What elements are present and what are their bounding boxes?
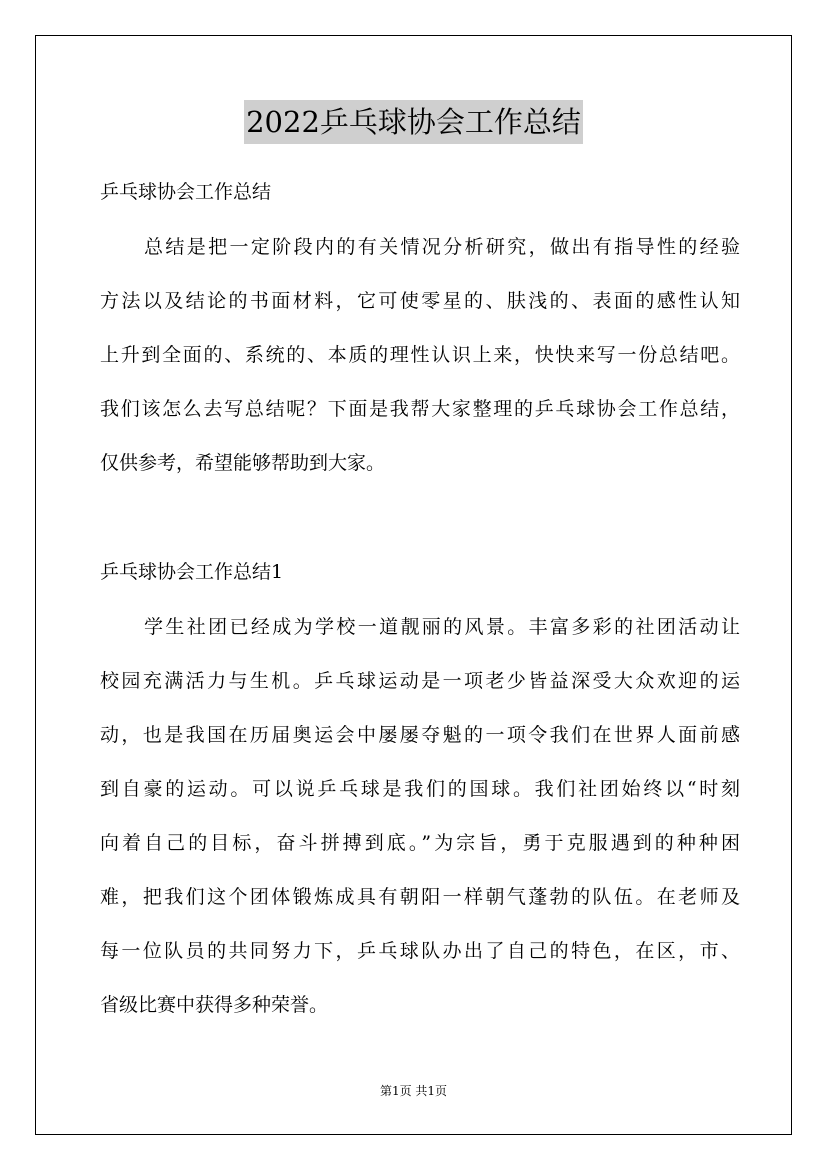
page-footer: 第1页 共1页 [379,1084,448,1098]
body-line: 到自豪的运动。可以说乒乓球是我们的国球。我们社团始终以“时刻 [100,778,740,800]
intro-paragraph [100,220,740,490]
intro-line: 上升到全面的、系统的、本质的理性认识上来，快快来写一份总结吧。 [100,344,740,366]
body-line: 难，把我们这个团体锻炼成具有朝阳一样朝气蓬勃的队伍。在老师及 [100,886,740,908]
body-line: 学生社团已经成为学校一道靓丽的风景。丰富多彩的社团活动让 [144,616,740,638]
body-line: 省级比赛中获得多种荣誉。 [100,994,329,1016]
intro-line: 方法以及结论的书面材料，它可使零星的、肤浅的、表面的感性认知 [100,290,740,312]
section-heading-intro: 乒乓球协会工作总结 [100,181,272,203]
intro-line: 我们该怎么去写总结呢？下面是我帮大家整理的乒乓球协会工作总结， [100,398,740,420]
body-line: 向着自己的目标，奋斗拼搏到底。”为宗旨，勇于克服遇到的种种困 [100,832,740,854]
body-line: 动，也是我国在历届奥运会中屡屡夺魁的一项令我们在世界人面前感 [100,724,740,746]
document-title-text: 2022乒乓球协会工作总结 [244,100,583,144]
body-line: 校园充满活力与生机。乒乓球运动是一项老少皆益深受大众欢迎的运 [100,670,740,692]
document-title [0,100,827,144]
intro-line: 总结是把一定阶段内的有关情况分析研究，做出有指导性的经验 [144,236,740,258]
section-heading-1: 乒乓球协会工作总结1 [100,561,284,583]
intro-line: 仅供参考，希望能够帮助到大家。 [100,452,386,474]
body-paragraph [100,600,740,1032]
body-line: 每一位队员的共同努力下，乒乓球队办出了自己的特色，在区，市、 [100,940,740,962]
